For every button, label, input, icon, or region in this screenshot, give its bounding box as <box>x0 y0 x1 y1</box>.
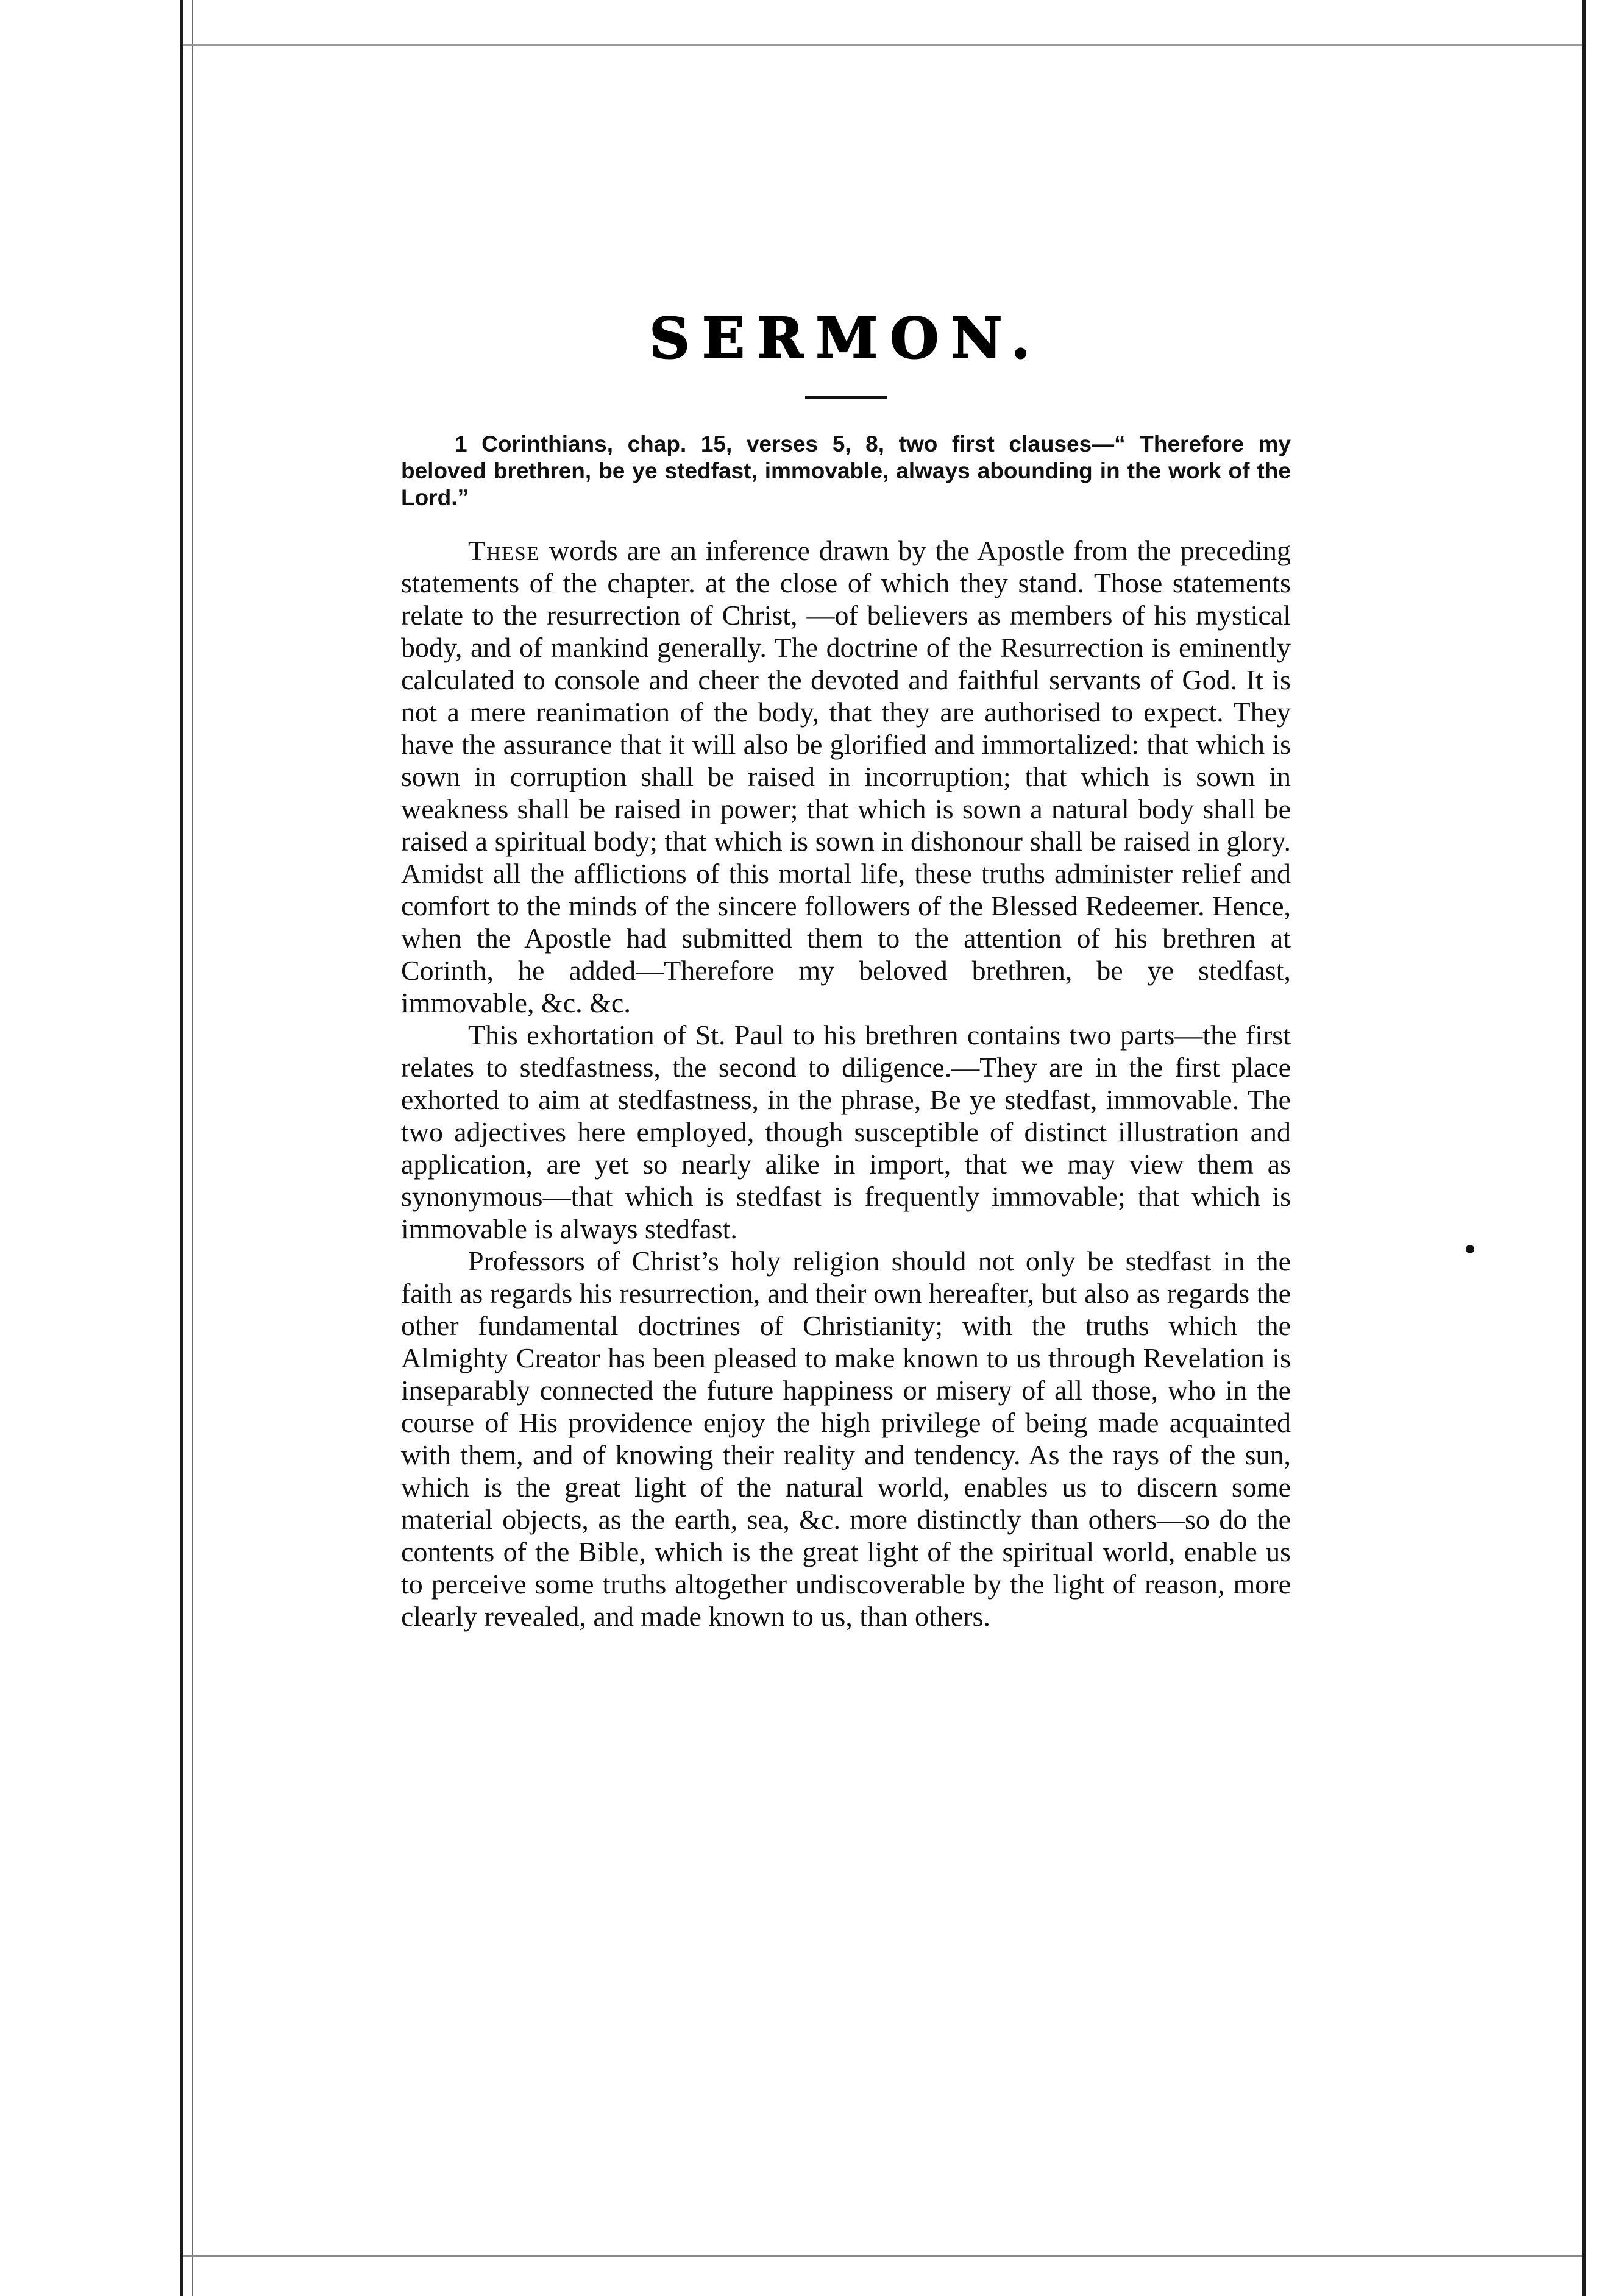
page-frame-left-edge <box>180 0 183 2296</box>
paragraph-3 <box>401 1245 1291 1632</box>
paragraph-text: This exhortation of St. Paul to his brethren contains two parts—the first relates to stedfastness, the second to diligence.—They are in the first place exhorted to aim at stedfastness, in the phrase, Be ye stedfast, immovable. The two adjectives here employed, though susceptible of distinct illustration and application, are yet so nearly alike in import, that we may view them as synonymous—that which is stedfast is frequently immovable; that which is immovable is always stedfast. <box>401 1019 1291 1244</box>
paragraph-text: Professors of Christ’s holy religion should not only be stedfast in the faith as regards his resurrection, and their own hereafter, but also as regards the other fundamental doctrines of Christianity; with the truths which the Almighty Creator has been pleased to make known to us through Revelation is inseparably connected the future happiness or misery of all those, who in the course of His providence enjoy the high privilege of being made acquainted with them, and of knowing their reality and tendency. As the rays of the sun, which is the great light of the natural world, enables us to discern some material objects, as the earth, sea, &c. more distinctly than others—so do the contents of the Bible, which is the great light of the spiritual world, enable us to perceive some truths altogether undiscoverable by the light of reason, more clearly revealed, and made known to us, than others. <box>401 1245 1291 1632</box>
sermon-body <box>401 534 1291 1632</box>
title-divider <box>805 396 887 399</box>
page-frame-left-inner-edge <box>192 0 193 2296</box>
page-frame-right-edge <box>1582 0 1586 2296</box>
page-frame-bottom-edge <box>183 2255 1582 2257</box>
paragraph-1 <box>401 534 1291 1019</box>
page-title: SERMON. <box>649 305 1043 371</box>
sermon-page <box>401 305 1291 1632</box>
ink-speck <box>1466 1245 1474 1253</box>
page-frame-top-edge <box>183 44 1582 46</box>
paragraph-2 <box>401 1019 1291 1245</box>
scripture-epigraph: 1 Corinthians, chap. 15, verses 5, 8, two first clauses—“ Therefore my beloved brethren, be ye stedfast, immovable, always abounding in the work of the Lord.” <box>401 431 1291 510</box>
paragraph-lead-word: These <box>468 535 541 566</box>
paragraph-text: words are an inference drawn by the Apostle from the preceding statements of the chapter. at the close of which they stand. Those statements relate to the resurrection of Christ, —of believers as members of his mystical body, and of mankind generally. The doctrine of the Resurrection is eminently calculated to console and cheer the devoted and faithful servants of God. It is not a mere reanimation of the body, that they are authorised to expect. They have the assurance that it will also be glorified and immortalized: that which is sown in corruption shall be raised in incorruption; that which is sown in weakness shall be raised in power; that which is sown a natural body shall be raised a spiritual body; that which is sown in dishonour shall be raised in glory. Amidst all the afflictions of this mortal life, these truths administer relief and comfort to the minds of the sincere followers of the Blessed Redeemer. Hence, when the Apostle had submitted them to the attention of his brethren at Corinth, he added—Therefore my beloved brethren, be ye stedfast, immovable, &c. &c. <box>401 535 1291 1018</box>
